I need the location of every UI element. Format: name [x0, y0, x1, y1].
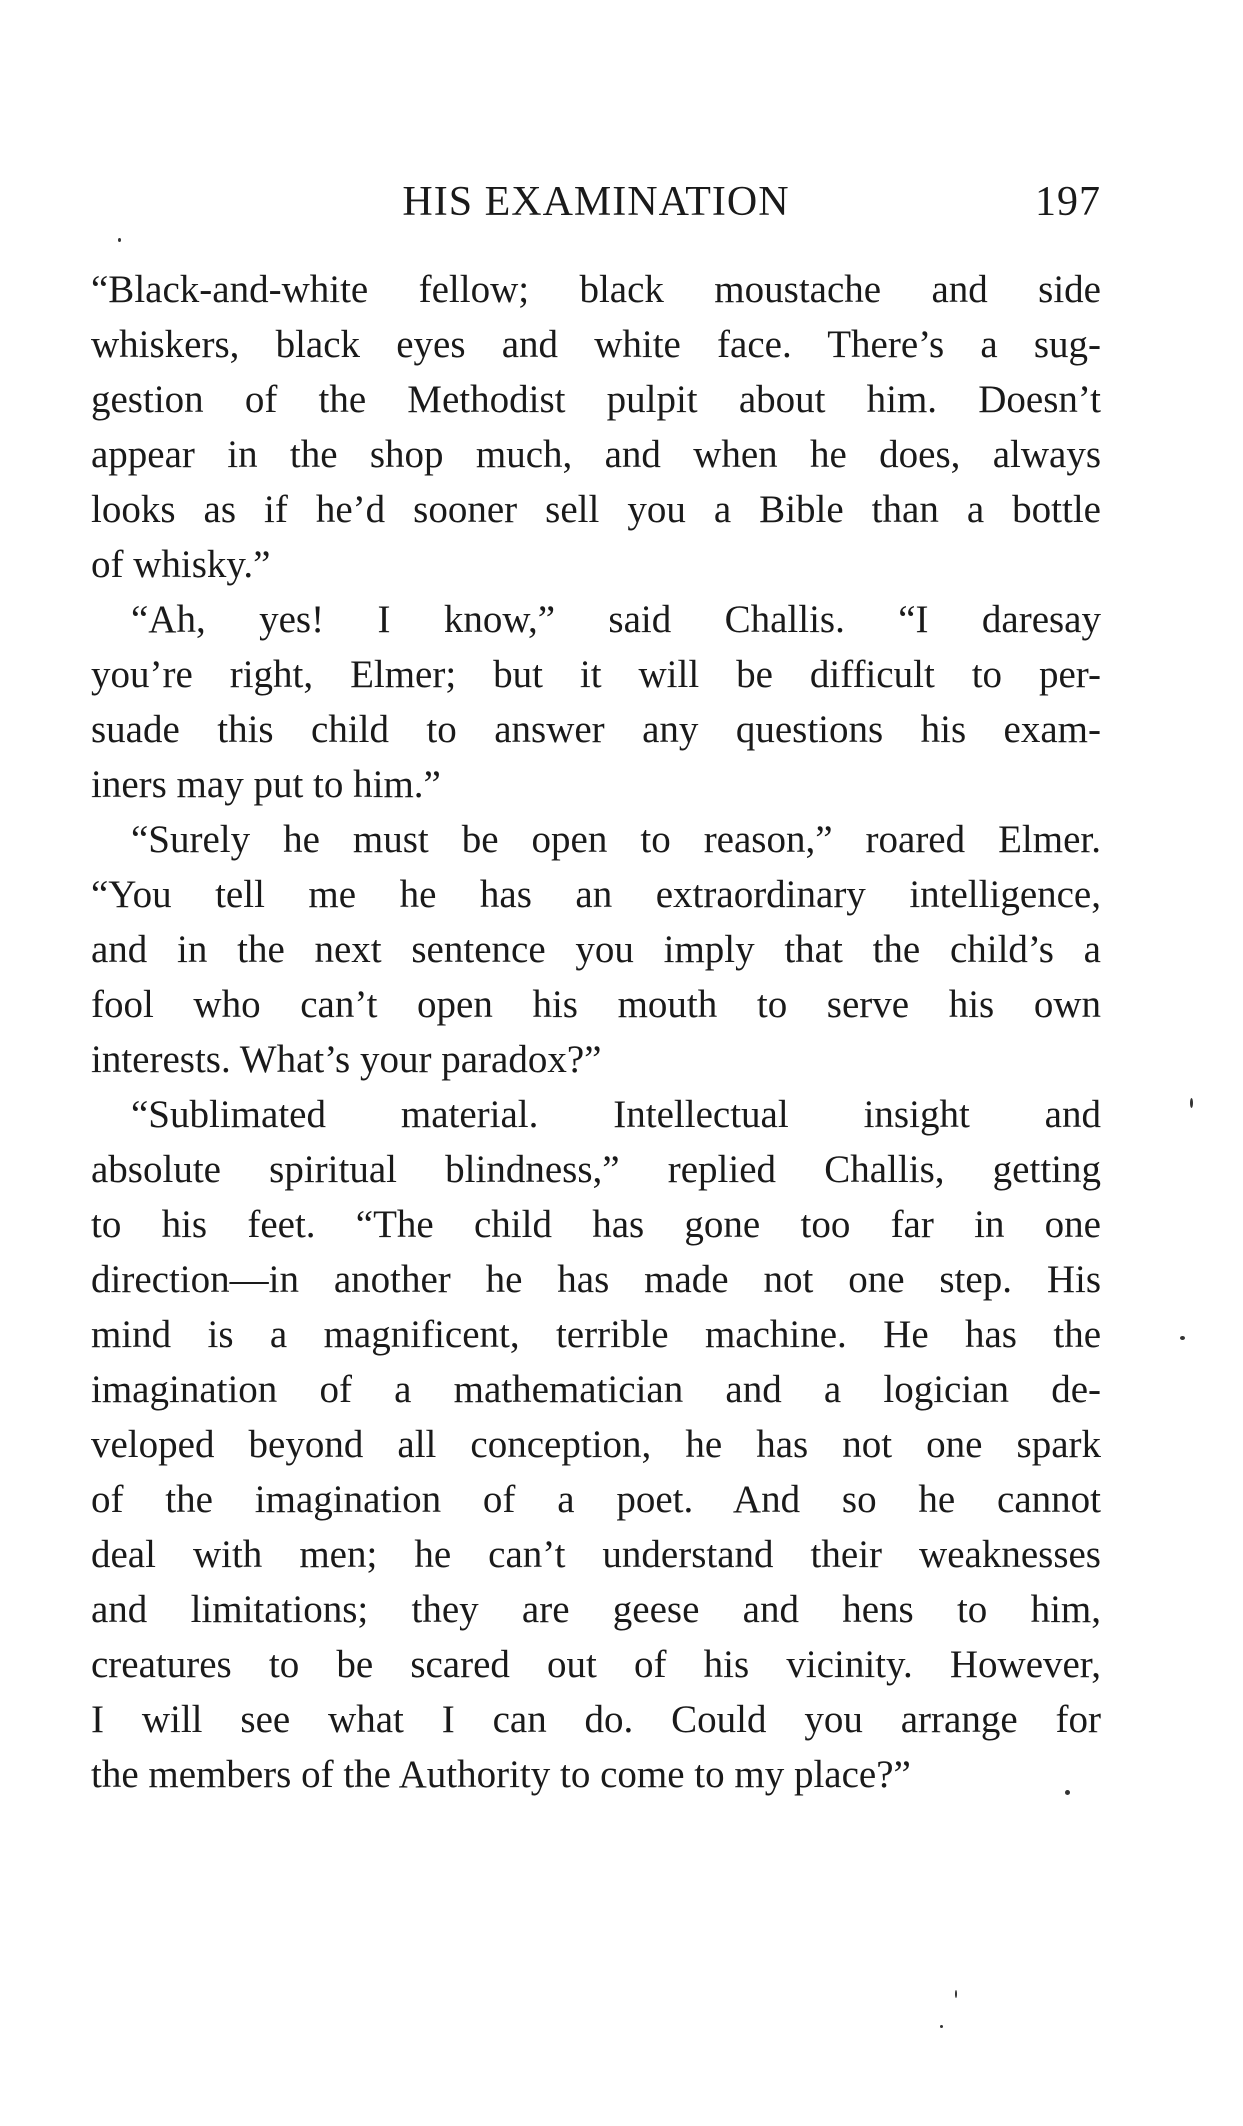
scan-speck: [1190, 1098, 1193, 1108]
page-header: [91, 178, 1101, 232]
text-line: deal with men; he can’t understand their weaknesses: [91, 1533, 1101, 1576]
text-line: looks as if he’d sooner sell you a Bible than a bottle: [91, 488, 1101, 531]
text-line: “Sublimated material. Intellectual insight and: [131, 1093, 1101, 1136]
text-line: the members of the Authority to come to my place?”: [91, 1753, 911, 1796]
text-line: imagination of a mathematician and a logician de-: [91, 1368, 1101, 1411]
text-line: interests. What’s your paradox?”: [91, 1038, 602, 1081]
running-head: HIS EXAMINATION: [402, 179, 790, 225]
page-number: 197: [1035, 179, 1101, 225]
text-line: “Surely he must be open to reason,” roared Elmer.: [131, 818, 1101, 861]
text-line: “Black-and-white fellow; black moustache and side: [91, 268, 1101, 311]
text-line: I will see what I can do. Could you arrange for: [91, 1698, 1101, 1741]
text-line: “Ah, yes! I know,” said Challis. “I daresay: [131, 598, 1101, 641]
text-line: iners may put to him.”: [91, 763, 441, 806]
scan-speck: [118, 238, 121, 242]
text-line: direction—in another he has made not one step. His: [91, 1258, 1101, 1301]
text-line: “You tell me he has an extraordinary intelligence,: [91, 873, 1101, 916]
scan-speck: [955, 1990, 957, 1998]
text-line: suade this child to answer any questions his exam-: [91, 708, 1101, 751]
text-line: gestion of the Methodist pulpit about him. Doesn’t: [91, 378, 1101, 421]
scan-speck: [940, 2025, 943, 2028]
text-line: you’re right, Elmer; but it will be difficult to per-: [91, 653, 1101, 696]
text-line: of whisky.”: [91, 543, 271, 586]
text-line: and limitations; they are geese and hens to him,: [91, 1588, 1101, 1631]
scan-speck: [1065, 1790, 1070, 1795]
text-line: of the imagination of a poet. And so he cannot: [91, 1478, 1101, 1521]
text-line: and in the next sentence you imply that the child’s a: [91, 928, 1101, 971]
text-line: creatures to be scared out of his vicinity. However,: [91, 1643, 1101, 1686]
text-line: appear in the shop much, and when he does, always: [91, 433, 1101, 476]
scan-speck: [1180, 1336, 1185, 1340]
text-line: fool who can’t open his mouth to serve his own: [91, 983, 1101, 1026]
text-line: veloped beyond all conception, he has not one spark: [91, 1423, 1101, 1466]
text-line: mind is a magnificent, terrible machine. He has the: [91, 1313, 1101, 1356]
text-line: absolute spiritual blindness,” replied Challis, getting: [91, 1148, 1101, 1191]
body-text: [91, 262, 1101, 1802]
text-line: whiskers, black eyes and white face. There’s a sug-: [91, 323, 1101, 366]
text-line: to his feet. “The child has gone too far in one: [91, 1203, 1101, 1246]
